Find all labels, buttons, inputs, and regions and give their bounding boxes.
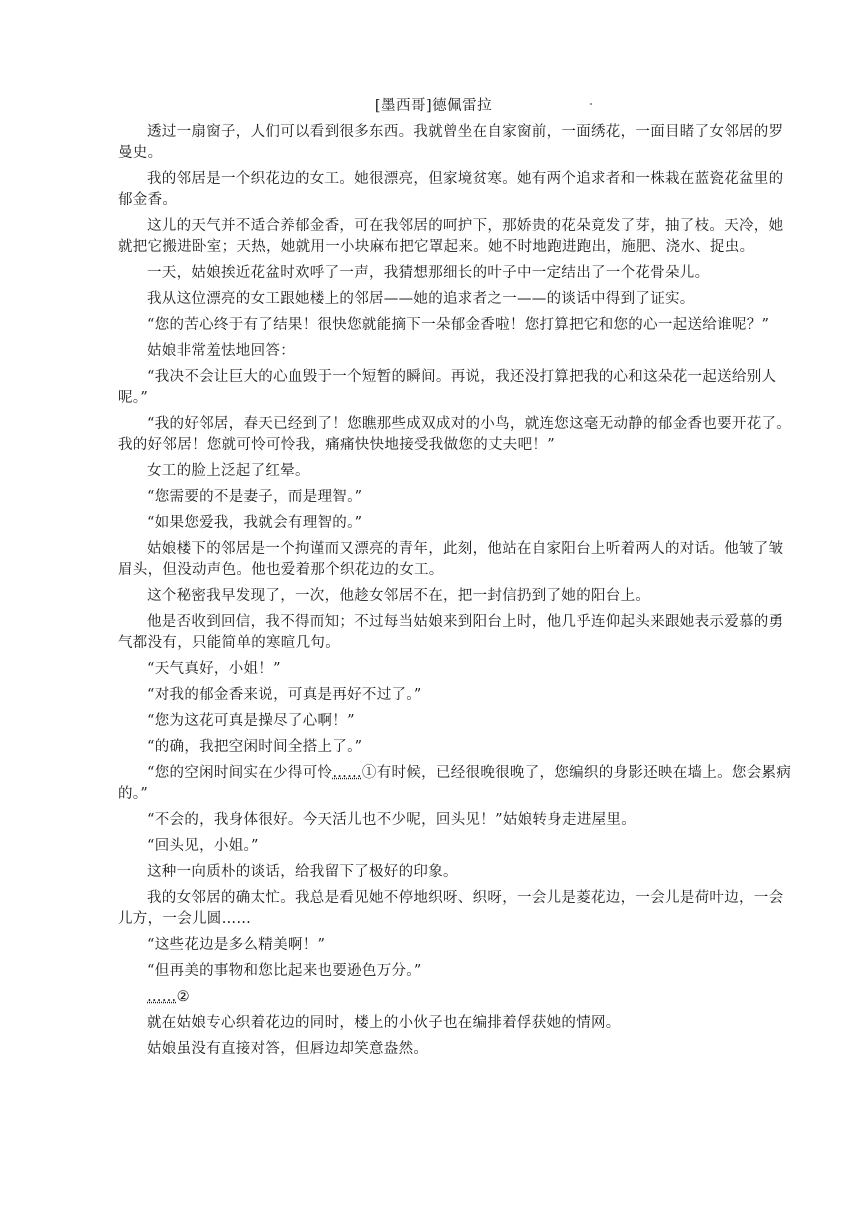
paragraph-8: “我决不会让巨大的心血毁于一个短暂的瞬间。再说，我还没打算把我的心和这朵花一起送给别人呢。” — [118, 369, 777, 406]
story-body — [118, 122, 798, 1065]
paragraph-22: 这种一向质朴的谈话，给我留下了极好的印象。 — [147, 864, 458, 880]
paragraph-12: “如果您爱我，我就会有理智的。” — [147, 515, 363, 531]
paragraph-18: “您为这花可真是操尽了心啊！” — [147, 713, 355, 729]
paragraph-7: 姑娘非常羞怯地回答： — [147, 343, 295, 359]
marked-2-after: ② — [176, 989, 190, 1005]
paragraph-14: 这个秘密我早发现了，一次，他趁女邻居不在，把一封信扔到了她的阳台上。 — [147, 588, 651, 604]
marked-1-dots: …… — [332, 765, 362, 781]
paragraph-4: 一天，姑娘挨近花盆时欢呼了一声，我猜想那细长的叶子中一定结出了一个花骨朵儿。 — [147, 265, 710, 281]
paragraph-26: 就在姑娘专心织着花边的同时，楼上的小伙子也在编排着俘获她的情网。 — [147, 1015, 621, 1031]
paragraph-5: 我从这位漂亮的女工跟她楼上的邻居——她的追求者之一——的谈话中得到了证实。 — [147, 291, 695, 307]
paragraph-9: “我的好邻居，春天已经到了！您瞧那些成双成对的小鸟，就连您这毫无动静的郁金香也要开花了。我的好邻居！您就可怜可怜我，痛痛快快地接受我做您的丈夫吧！” — [118, 416, 792, 453]
paragraph-1: 透过一扇窗子，人们可以看到很多东西。我就曾坐在自家窗前，一面绣花，一面目睹了女邻居的罗曼史。 — [118, 124, 784, 161]
paragraph-27: 姑娘虽没有直接对答，但唇边却笑意盎然。 — [147, 1041, 429, 1057]
paragraph-19: “的确，我把空闲时间全搭上了。” — [147, 739, 363, 755]
paragraph-25: “但再美的事物和您比起来也要逊色万分。” — [147, 963, 422, 979]
marked-1-after: ①有时候，已经很晚很晚了，您编织的身影还映在墙上。您会累病的。” — [118, 765, 792, 802]
paragraph-17: “对我的郁金香来说，可真是再好不过了。” — [147, 687, 422, 703]
paragraph-3: 这儿的天气并不适合养郁金香，可在我邻居的呵护下，那娇贵的花朵竟发了芽，抽了枝。天冷，她就把它搬进卧室；天热，她就用一小块麻布把它罩起来。她不时地跑进跑出，施肥、浇水、捉虫。 — [118, 218, 784, 255]
marked-1-before: “您的空闲时间实在少得可怜 — [147, 765, 333, 781]
paragraph-marked-1 — [118, 763, 798, 805]
paragraph-2: 我的邻居是一个织花边的女工。她很漂亮，但家境贫寒。她有两个追求者和一株栽在蓝瓷花盆里的郁金香。 — [118, 171, 784, 208]
marked-2-dots: …… — [147, 989, 177, 1005]
author-heading: [墨西哥]德佩雷拉 — [374, 98, 493, 114]
paragraph-13: 姑娘楼下的邻居是一个拘谨而又漂亮的青年，此刻，他站在自家阳台上听着两人的对话。他皱了皱眉头，但没动声色。他也爱着那个织花边的女工。 — [118, 541, 784, 578]
paragraph-15: 他是否收到回信，我不得而知；不过每当姑娘来到阳台上时，他几乎连仰起头来跟她表示爱慕的勇气都没有，只能简单的寒暄几句。 — [118, 614, 784, 651]
paragraph-11: “您需要的不是妻子，而是理智。” — [147, 489, 363, 505]
paragraph-20: “不会的，我身体很好。今天活儿也不少呢，回头见！”姑娘转身走进屋里。 — [147, 812, 637, 828]
paragraph-21: “回头见，小姐。” — [147, 838, 259, 854]
paragraph-6: “您的苦心终于有了结果！很快您就能摘下一朵郁金香啦！您打算把它和您的心一起送给谁呢？” — [147, 317, 770, 333]
paragraph-10: 女工的脸上泛起了红晕。 — [147, 463, 310, 479]
paragraph-23: 我的女邻居的确太忙。我总是看见她不停地织呀、织呀，一会儿是菱花边，一会儿是荷叶边，一会儿方，一会儿圆…… — [118, 890, 784, 927]
paragraph-marked-2 — [118, 987, 798, 1008]
paragraph-16: “天气真好，小姐！” — [147, 661, 281, 677]
paragraph-24: “这些花边是多么精美啊！” — [147, 937, 326, 953]
